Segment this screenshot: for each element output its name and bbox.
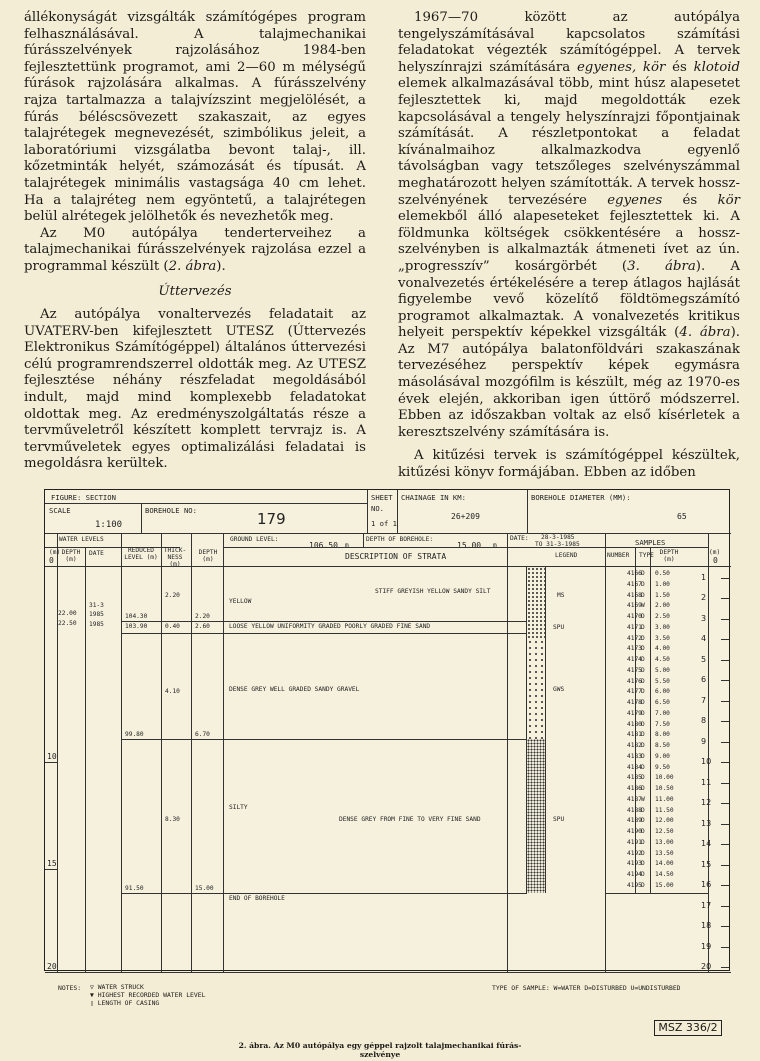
sample-type: D (641, 881, 645, 889)
scale-value: 1:100 (95, 520, 123, 530)
sample-number: 4170 (627, 613, 642, 620)
col-type: TYPE (639, 552, 654, 559)
sample-number: 4181 (627, 731, 642, 739)
sample-number: 4171 (627, 623, 642, 631)
sample-depth: 0.50 (655, 570, 670, 577)
borehole-no-label: BOREHOLE NO: (145, 506, 197, 515)
sample-type: D (641, 817, 645, 825)
sample-depth: 11.50 (655, 806, 674, 814)
col-sample-depth: DEPTH (m) (659, 549, 679, 563)
ground-level-value: 106.50 (309, 541, 338, 550)
sample-number: 4173 (627, 645, 642, 653)
layer-reduced-level: 99.80 (125, 731, 144, 738)
paragraph: állékonyságát vizsgálták számítógépes program felhasználásával. A talajmechanikai fúrásszelvények rajzolásához 1984-ben fejlesztettünk programot, ami 2—60 m mélységű fúrások rajzolására alkalmas. A fúrásszelvény rajza tartalmazza a talajvízszint megjelölését, a fúrás béléscsövezett szakaszait, az egyes talajrétegek megnevezését, szimbólikus jeleit, a laboratóriumi vizsgálatba bevont talaj-, ill. kőzetminták helyét, számozását és típusát. A talajrétegek minimális vastagsága 40 cm lehet. Ha a talajréteg nem egyöntetű, a talajrétegen belül alrétegek jelölhetők és nevezhetők meg. (24, 10, 366, 225)
sample-number: 4172 (627, 634, 642, 642)
depth-scale-label: 14 (701, 839, 712, 848)
depth-scale-tick (721, 803, 729, 804)
paragraph (24, 226, 366, 276)
sample-type: D (641, 742, 645, 749)
sample-type: D (641, 699, 645, 706)
depth-scale-label: 4 (701, 634, 707, 643)
sample-depth: 8.50 (655, 742, 670, 749)
col-m: (m) (49, 549, 61, 556)
sample-type: D (641, 828, 645, 835)
sample-depth: 8.00 (655, 731, 670, 739)
paragraph: Az autópálya vonaltervezés feladatait az UVATERV-ben kifejlesztett UTESZ (Úttervezés Elektronikus Számítógéppel) általános úttervezési célú programrendszerrel oldották meg. Az UTESZ fejlesztése néhány részfeladat megoldásából indult, majd mind komplexebb feladatokat oldottak meg. Az eredményszolgáltatás része a tervműveletről készített komplett tervrajz is. A tervműveletek egyes optimalizálási feladatai is megoldásra kerültek. (24, 307, 366, 472)
sample-number: 4188 (627, 806, 642, 814)
note-item: ▽ WATER STRUCK (90, 983, 144, 991)
depth-marker: 20 (47, 962, 57, 971)
sample-number: 4169 (627, 602, 642, 610)
text: ). (216, 258, 226, 274)
sample-number: 4174 (627, 656, 642, 663)
depth-scale-tick (721, 660, 729, 661)
legend-pattern (526, 627, 546, 639)
sample-type: D (641, 656, 645, 663)
sample-depth: 7.50 (655, 720, 670, 728)
sample-number: 4185 (627, 774, 642, 782)
zero-right: 0 (713, 556, 718, 565)
sample-type: D (641, 677, 645, 685)
sample-type: W (641, 795, 645, 803)
sample-type: D (641, 720, 645, 728)
sample-depth: 4.00 (655, 645, 670, 653)
sample-depth: 2.50 (655, 613, 670, 620)
sample-number: 4179 (627, 709, 642, 717)
depth-scale-tick (721, 762, 729, 763)
depth-scale-tick (721, 906, 729, 907)
diameter-value: 65 (677, 512, 687, 521)
section-heading: Úttervezés (158, 283, 232, 299)
borehole-log-figure (44, 489, 730, 971)
text: és (665, 59, 694, 75)
sample-depth: 6.50 (655, 699, 670, 706)
water-level-date: 1985 (89, 621, 104, 628)
sample-depth: 12.50 (655, 828, 674, 835)
depth-scale-label: 3 (701, 613, 707, 623)
water-level-depth: 22.00 (58, 610, 77, 617)
layer-legend-code: MS (557, 592, 565, 599)
ground-level-unit: m (345, 542, 349, 549)
depth-scale-label: 17 (701, 900, 712, 910)
sample-depth: 14.50 (655, 871, 674, 878)
sample-depth: 12.00 (655, 817, 674, 825)
col-legend: LEGEND (555, 552, 578, 559)
sample-type: D (641, 613, 645, 620)
sample-type: W (641, 602, 645, 610)
depth-scale-label: 19 (701, 941, 712, 951)
layer-reduced-level: 104.30 (125, 613, 148, 620)
depth-scale-label: 7 (701, 695, 707, 705)
sample-number: 4183 (627, 752, 642, 760)
depth-of-borehole-value: 15.00 (457, 541, 482, 550)
sample-number: 4176 (627, 677, 642, 685)
emphasis: klotoid (693, 59, 740, 75)
sample-number: 4195 (627, 881, 642, 889)
sample-depth: 14.00 (655, 860, 674, 868)
layer-reduced-level: 103.90 (125, 623, 148, 630)
sample-depth: 5.50 (655, 677, 670, 685)
sample-depth: 9.00 (655, 752, 670, 760)
sample-type: D (641, 709, 645, 717)
sample-depth: 2.00 (655, 602, 670, 610)
sample-depth: 11.00 (655, 795, 674, 803)
layer-depth: 15.00 (195, 885, 214, 892)
depth-scale-tick (721, 721, 729, 722)
sample-number: 4192 (627, 849, 642, 857)
sample-number: 4193 (627, 860, 642, 868)
depth-scale-tick (721, 865, 729, 866)
depth-scale-tick (721, 885, 729, 886)
samples-label: SAMPLES (635, 538, 666, 547)
chainage-value: 26+209 (451, 512, 480, 521)
water-levels-label: WATER LEVELS (59, 536, 104, 543)
sample-number: 4187 (627, 795, 642, 803)
depth-scale-label: 5 (701, 654, 707, 664)
depth-scale-label: 9 (701, 736, 707, 746)
col-number: NUMBER (607, 552, 630, 559)
col-description: DESCRIPTION OF STRATA (345, 552, 447, 561)
caption-line: szelvénye (359, 1050, 401, 1059)
depth-scale-tick (721, 701, 729, 702)
depth-scale-label: 11 (701, 777, 712, 787)
sample-number: 4184 (627, 763, 642, 771)
depth-scale-tick (721, 578, 729, 579)
zero-left: 0 (49, 556, 54, 565)
sample-type: D (641, 774, 645, 782)
sample-depth: 6.00 (655, 688, 670, 696)
water-level-date: 31-3 (89, 602, 104, 609)
col-wl-date: DATE (89, 550, 104, 557)
sample-number: 4190 (627, 828, 642, 835)
sample-depth: 13.50 (655, 849, 674, 857)
sample-number: 4186 (627, 785, 642, 792)
layer-sub-description: SILTY (229, 804, 248, 811)
sample-number: 4189 (627, 817, 642, 825)
layer-thickness: 0.40 (165, 623, 180, 630)
layer-thickness: 8.30 (165, 816, 180, 823)
standard-stamp: MSZ 336/2 (654, 1020, 722, 1036)
note-highest-water: HIGHEST RECORDED WATER LEVEL (97, 991, 206, 999)
sample-type: D (641, 752, 645, 760)
col-reduced-level: REDUCED LEVEL (m) (124, 547, 158, 561)
depth-marker: 15 (47, 859, 57, 868)
figure-reference: 2. ábra (168, 258, 217, 274)
sample-number: 4194 (627, 871, 642, 878)
sample-depth: 1.50 (655, 591, 670, 599)
layer-legend-code: SPU (553, 624, 565, 631)
left-text-column (24, 10, 366, 473)
text: Az M0 autópálya tenderterveihez a talajmechanikai fúrásszelvények rajzolása ezzel a programmal készült ( (24, 225, 366, 274)
layer-legend-code: SPU (553, 816, 565, 823)
legend-pattern (526, 739, 546, 893)
sample-number: 4175 (627, 666, 642, 674)
depth-scale-tick (721, 844, 729, 845)
sample-number: 4167 (627, 580, 642, 588)
sample-type: D (641, 785, 645, 792)
depth-scale-tick (721, 783, 729, 784)
sample-depth: 10.00 (655, 774, 674, 782)
sample-type: D (641, 763, 645, 771)
sample-type: D (641, 860, 645, 868)
col-depth: DEPTH (m) (198, 549, 218, 563)
sample-number: 4182 (627, 742, 642, 749)
sample-number: 4180 (627, 720, 642, 728)
borehole-no-value: 179 (257, 510, 286, 528)
sheet-label: SHEET (371, 493, 393, 502)
sample-depth: 4.50 (655, 656, 670, 663)
emphasis: egyenes (607, 192, 663, 208)
emphasis: egyenes, kör (576, 59, 666, 75)
text: 1967—70 között az autópálya tengelyszámításával kapcsolatos számítási feladatokat végezték számítógéppel. A tervek helyszínrajzi számítására (398, 10, 740, 75)
layer-reduced-level: 91.50 (125, 885, 144, 892)
layer-thickness: 4.10 (165, 688, 180, 695)
end-of-borehole: END OF BOREHOLE (229, 895, 285, 902)
sample-depth: 13.00 (655, 838, 674, 846)
layer-depth: 6.70 (195, 731, 210, 738)
depth-scale-label: 1 (701, 572, 707, 582)
sample-type: D (641, 580, 645, 588)
figure-caption (0, 1041, 760, 1059)
right-text-column (398, 10, 740, 482)
sheet-value: 1 of 1 (371, 519, 397, 528)
text: elemek alkalmazásával több, mint húsz alapesetet fejlesztettek ki, majd megoldották ezek kapcsolásával a tengely helyszínrajzi főpontjainak számítását. A részletpontokat a feladat kívánalmaihoz alkalmazkodva egyenlő távolságban vagy tetszőleges szelvényszámmal meghatározott helyen számították. A tervek hossz-szelvényének tervezésére (398, 76, 740, 208)
sample-type: D (641, 731, 645, 739)
sample-number: 4168 (627, 591, 642, 599)
depth-scale-tick (721, 598, 729, 599)
sample-type: D (641, 838, 645, 846)
depth-scale-label: 8 (701, 716, 707, 725)
depth-scale-tick (721, 680, 729, 681)
sample-depth: 10.50 (655, 785, 674, 792)
date-from: 28-3-1985 (541, 534, 575, 541)
col-thickness: THICK-NESS (m) (163, 547, 187, 568)
sample-depth: 1.00 (655, 580, 670, 588)
layer-description: STIFF GREYISH YELLOW SANDY SILT (375, 588, 491, 595)
text: és (662, 192, 718, 208)
depth-marker: 10 (47, 752, 57, 761)
caption-line: 2. ábra. Az M0 autópálya egy géppel rajzolt talajmechanikai fúrás- (238, 1041, 522, 1050)
depth-scale-label: 13 (701, 818, 712, 828)
sample-type: D (641, 806, 645, 814)
depth-scale-label: 12 (701, 798, 712, 807)
text: elemekből álló alapeseteket fejlesztettek ki. A földmunka költségek csökkentésére a hossz-szelvényben is alkalmazták átmeneti ívet az ún. „progresszív” kosárgörbét ( (398, 209, 740, 274)
note-casing: LENGTH OF CASING (97, 999, 160, 1007)
sample-number: 4178 (627, 699, 642, 706)
sample-number: 4166 (627, 570, 642, 577)
sample-type: D (641, 645, 645, 653)
sample-depth: 5.00 (655, 666, 670, 674)
ground-level-label: GROUND LEVEL: (230, 536, 279, 543)
diameter-label: BOREHOLE DIAMETER (MM): (531, 493, 631, 502)
depth-scale-tick (721, 824, 729, 825)
depth-of-borehole-unit: m (493, 542, 497, 549)
text: ). Az M7 autópálya balatonföldvári szakaszának tervezéséhez perspektív képek egymásra másolásával mozgófilm is készült, még az 1970-es évek elején, akkoriban igen úttörő módszerrel. Ebben az időszakban voltak az első kísérletek a keresztszelvény számítására is. (398, 325, 740, 440)
notes-label: NOTES: (58, 984, 82, 992)
sample-type: D (641, 849, 645, 857)
depth-scale-tick (721, 967, 729, 968)
note-water-struck: WATER STRUCK (97, 983, 144, 991)
water-level-depth: 22.50 (58, 620, 77, 627)
text: ). A vonalvezetés értékelésére a terep átlagos hajlását figyelembe vevő közelítő földtömegszámító programot alkalmaztak. A vonalvezetés kritikus helyeit perspektív képekkel vizsgálták ( (398, 258, 741, 341)
sample-depth: 7.00 (655, 709, 670, 717)
sample-number: 4191 (627, 838, 642, 846)
legend-pattern (526, 567, 546, 627)
layer-depth: 2.60 (195, 623, 210, 630)
col-m-right: (m) (709, 549, 721, 556)
depth-scale-label: 15 (701, 859, 712, 869)
sample-type: D (641, 871, 645, 878)
depth-scale-tick (721, 926, 729, 927)
sample-depth: 3.50 (655, 634, 670, 642)
layer-thickness: 2.20 (165, 592, 180, 599)
depth-scale-label: 6 (701, 675, 707, 684)
sample-type: D (641, 623, 645, 631)
note-item: ▼ HIGHEST RECORDED WATER LEVEL (90, 991, 206, 999)
legend-pattern (526, 639, 546, 739)
layer-legend-code: GWS (553, 686, 565, 693)
figure-reference: 4. ábra (679, 325, 731, 341)
sample-type: D (641, 634, 645, 642)
layer-description: DENSE GREY FROM FINE TO VERY FINE SAND (339, 816, 481, 823)
paragraph: A kitűzési tervek is számítógéppel készültek, kitűzési könyv formájában. Ebben az időben (398, 448, 740, 481)
sample-number: 4177 (627, 688, 642, 696)
depth-scale-tick (721, 639, 729, 640)
depth-scale-label: 18 (701, 921, 712, 930)
paragraph (398, 10, 740, 441)
layer-depth: 2.20 (195, 613, 210, 620)
chainage-label: CHAINAGE IN KM: (401, 493, 466, 502)
emphasis: kör (717, 192, 740, 208)
depth-scale-label: 2 (701, 593, 707, 602)
sheet-no-label: NO. (371, 504, 384, 513)
layer-description: DENSE GREY WELL GRADED SANDY GRAVEL (229, 686, 360, 693)
depth-scale-label: 16 (701, 880, 712, 889)
figure-label: FIGURE: SECTION (51, 493, 116, 502)
sample-depth: 9.50 (655, 763, 670, 771)
sample-type: D (641, 666, 645, 674)
sample-type: D (641, 688, 645, 696)
sample-depth: 15.00 (655, 881, 674, 889)
date-label: DATE: (510, 535, 529, 542)
depth-scale-tick (721, 742, 729, 743)
sample-depth: 3.00 (655, 623, 670, 631)
depth-of-borehole-label: DEPTH OF BOREHOLE: (366, 536, 434, 543)
sample-type: D (641, 591, 645, 599)
sample-type: D (641, 570, 645, 577)
depth-scale-label: 20 (701, 962, 712, 971)
depth-scale-label: 10 (701, 757, 712, 766)
sample-types-note: TYPE OF SAMPLE: W=WATER D=DISTURBED U=UNDISTURBED (492, 984, 681, 992)
col-wl-depth: DEPTH (m) (61, 549, 81, 563)
layer-description: LOOSE YELLOW UNIFORMITY GRADED POORLY GRADED FINE SAND (229, 623, 431, 630)
depth-scale-tick (721, 619, 729, 620)
note-item: ▯ LENGTH OF CASING (90, 999, 160, 1007)
date-to: TO 31-3-1985 (535, 541, 580, 548)
layer-sub-description: YELLOW (229, 598, 252, 605)
water-level-date: 1985 (89, 611, 104, 618)
scale-label: SCALE (49, 506, 71, 515)
depth-scale-tick (721, 947, 729, 948)
figure-reference: 3. ábra (627, 258, 696, 274)
